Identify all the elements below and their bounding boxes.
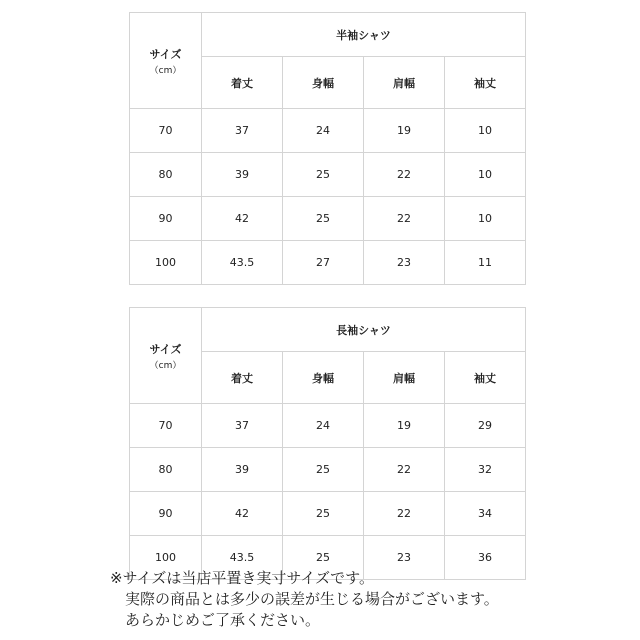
size-cell: 70 bbox=[130, 404, 202, 448]
table-row bbox=[130, 197, 526, 241]
short-sleeve-size-table bbox=[129, 12, 526, 285]
column-header: 着丈 bbox=[202, 57, 283, 109]
value-cell: 25 bbox=[283, 153, 364, 197]
table-row bbox=[130, 448, 526, 492]
value-cell: 42 bbox=[202, 197, 283, 241]
table-row bbox=[130, 109, 526, 153]
table-title: 半袖シャツ bbox=[202, 13, 526, 57]
note-line: あらかじめご了承ください。 bbox=[110, 611, 321, 629]
value-cell: 34 bbox=[445, 492, 526, 536]
table-header-row bbox=[130, 13, 526, 57]
value-cell: 22 bbox=[364, 492, 445, 536]
value-cell: 24 bbox=[283, 109, 364, 153]
size-unit: （cm） bbox=[149, 65, 182, 76]
value-cell: 19 bbox=[364, 109, 445, 153]
value-cell: 24 bbox=[283, 404, 364, 448]
table-header-row bbox=[130, 308, 526, 352]
value-cell: 23 bbox=[364, 241, 445, 285]
note-line: 実際の商品とは多少の誤差が生じる場合がございます。 bbox=[110, 590, 499, 608]
size-header-cell bbox=[130, 13, 202, 109]
size-cell: 90 bbox=[130, 197, 202, 241]
value-cell: 22 bbox=[364, 153, 445, 197]
table-row bbox=[130, 153, 526, 197]
value-cell: 10 bbox=[445, 109, 526, 153]
size-unit: （cm） bbox=[149, 360, 182, 371]
value-cell: 25 bbox=[283, 492, 364, 536]
column-header: 着丈 bbox=[202, 352, 283, 404]
value-cell: 42 bbox=[202, 492, 283, 536]
size-header-cell bbox=[130, 308, 202, 404]
column-header: 袖丈 bbox=[445, 57, 526, 109]
value-cell: 39 bbox=[202, 153, 283, 197]
value-cell: 25 bbox=[283, 448, 364, 492]
value-cell: 37 bbox=[202, 109, 283, 153]
value-cell: 37 bbox=[202, 404, 283, 448]
value-cell: 23 bbox=[364, 536, 445, 580]
table-row bbox=[130, 404, 526, 448]
size-cell: 100 bbox=[130, 241, 202, 285]
value-cell: 27 bbox=[283, 241, 364, 285]
column-header: 肩幅 bbox=[364, 352, 445, 404]
long-sleeve-size-table bbox=[129, 307, 526, 580]
note-line: ※サイズは当店平置き実寸サイズです。 bbox=[110, 569, 374, 587]
value-cell: 22 bbox=[364, 448, 445, 492]
table-row bbox=[130, 241, 526, 285]
size-cell: 70 bbox=[130, 109, 202, 153]
value-cell: 10 bbox=[445, 197, 526, 241]
value-cell: 43.5 bbox=[202, 536, 283, 580]
column-header: 袖丈 bbox=[445, 352, 526, 404]
value-cell: 10 bbox=[445, 153, 526, 197]
column-header: 肩幅 bbox=[364, 57, 445, 109]
size-cell: 100 bbox=[130, 536, 202, 580]
column-header: 身幅 bbox=[283, 57, 364, 109]
value-cell: 43.5 bbox=[202, 241, 283, 285]
value-cell: 32 bbox=[445, 448, 526, 492]
value-cell: 19 bbox=[364, 404, 445, 448]
value-cell: 29 bbox=[445, 404, 526, 448]
value-cell: 11 bbox=[445, 241, 526, 285]
value-cell: 36 bbox=[445, 536, 526, 580]
table-title: 長袖シャツ bbox=[202, 308, 526, 352]
size-cell: 90 bbox=[130, 492, 202, 536]
table-row bbox=[130, 492, 526, 536]
value-cell: 25 bbox=[283, 197, 364, 241]
value-cell: 25 bbox=[283, 536, 364, 580]
size-cell: 80 bbox=[130, 153, 202, 197]
value-cell: 39 bbox=[202, 448, 283, 492]
column-header: 身幅 bbox=[283, 352, 364, 404]
size-disclaimer-note bbox=[110, 568, 499, 631]
size-label: サイズ bbox=[149, 342, 182, 356]
size-label: サイズ bbox=[149, 47, 182, 61]
value-cell: 22 bbox=[364, 197, 445, 241]
size-cell: 80 bbox=[130, 448, 202, 492]
